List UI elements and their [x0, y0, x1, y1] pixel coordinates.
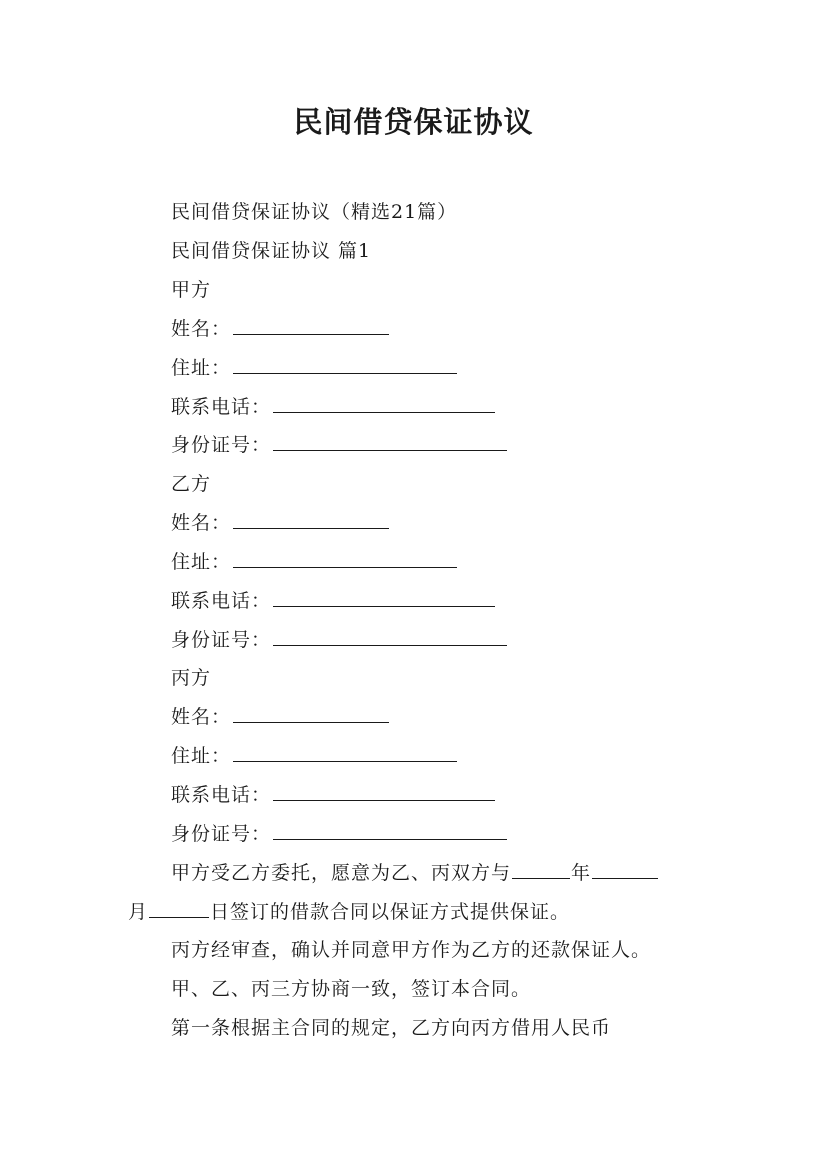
fill-blank: [233, 510, 389, 529]
fill-blank: [233, 743, 457, 762]
document-title: 民间借贷保证协议: [293, 105, 534, 139]
fill-blank: [592, 860, 658, 879]
fill-blank: [273, 821, 507, 840]
paragraph-entrust-line1: 甲方受乙方委托，愿意为乙、丙双方与 年: [171, 859, 659, 887]
clause-one: 第一条根据主合同的规定，乙方向丙方借用人民币: [171, 1017, 612, 1039]
fill-blank: [233, 316, 389, 335]
party-b-address-line: 住址：: [171, 548, 457, 576]
party-a-address-line: 住址：: [171, 354, 457, 382]
party-a-name-line: 姓名：: [171, 315, 389, 343]
party-c-heading: 丙方: [171, 667, 212, 689]
party-a-phone-line: 联系电话：: [171, 393, 495, 421]
fill-blank: [512, 860, 570, 879]
fill-blank: [233, 355, 457, 374]
party-b-id-line: 身份证号：: [171, 626, 507, 654]
paragraph-review: 丙方经审查，确认并同意甲方作为乙方的还款保证人。: [171, 939, 652, 961]
fill-blank: [273, 432, 507, 451]
party-a-id-line: 身份证号：: [171, 431, 507, 459]
party-b-heading: 乙方: [171, 473, 212, 495]
fill-blank: [273, 782, 495, 801]
party-c-id-line: 身份证号：: [171, 820, 507, 848]
party-c-address-line: 住址：: [171, 742, 457, 770]
fill-blank: [233, 549, 457, 568]
intro-line: 民间借贷保证协议（精选21篇）: [171, 201, 458, 223]
party-a-heading: 甲方: [171, 279, 212, 301]
party-b-phone-line: 联系电话：: [171, 587, 495, 615]
fill-blank: [273, 394, 495, 413]
paragraph-agreement: 甲、乙、丙三方协商一致，签订本合同。: [171, 978, 532, 1000]
article-heading: 民间借贷保证协议 篇1: [171, 240, 372, 262]
paragraph-entrust-line2: 月 日签订的借款合同以保证方式提供保证。: [128, 901, 571, 923]
fill-blank: [273, 627, 507, 646]
fill-blank: [233, 704, 389, 723]
fill-blank: [273, 588, 495, 607]
party-b-name-line: 姓名：: [171, 509, 389, 537]
party-c-phone-line: 联系电话：: [171, 781, 495, 809]
fill-blank: [149, 899, 209, 918]
party-c-name-line: 姓名：: [171, 703, 389, 731]
